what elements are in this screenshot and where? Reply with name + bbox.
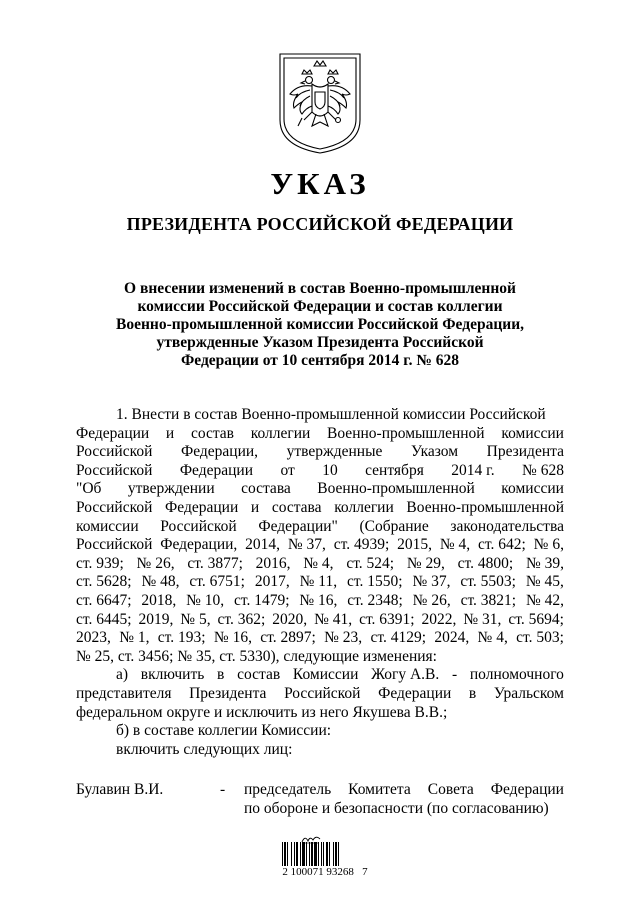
- word: Федерации,: [180, 443, 259, 461]
- word: Федерации,: [160, 536, 238, 554]
- word: Федерации: [165, 498, 239, 516]
- word: законодательства: [450, 517, 564, 535]
- word: № 26,: [412, 591, 451, 609]
- text-line: [76, 629, 564, 648]
- text-line: 1. Внести в состав Военно-промышленной комиссии Российской: [116, 406, 546, 423]
- word: Российской: [76, 498, 153, 516]
- word: ст. 4129;: [370, 629, 427, 647]
- word: состава: [241, 480, 291, 498]
- word: № 16,: [213, 629, 252, 647]
- word: Федерации: [179, 461, 254, 479]
- word: ст. 2897;: [260, 629, 316, 647]
- word: ст. 1479;: [234, 591, 290, 609]
- word: № 23,: [324, 629, 363, 647]
- word: 2022,: [421, 610, 457, 628]
- barcode-bar: [323, 842, 324, 866]
- word: комиссии: [76, 517, 139, 535]
- word: ст. 4800;: [457, 554, 514, 572]
- coat-of-arms-emblem: [276, 50, 364, 156]
- word: "Об: [76, 480, 102, 498]
- word: № 10,: [186, 591, 225, 609]
- word: состав: [190, 424, 234, 442]
- text-line: [76, 685, 564, 704]
- word: 2023,: [76, 629, 111, 647]
- word: 2014,: [245, 536, 281, 554]
- text-line: [76, 592, 564, 611]
- word: № 39,: [525, 554, 564, 572]
- word: Военно-промышленной: [317, 480, 475, 498]
- barcode-bar: [333, 842, 334, 866]
- word: ст. 3821;: [460, 591, 517, 609]
- paragraph-item-a: [76, 666, 564, 722]
- barcode: [282, 842, 366, 866]
- barcode-bar: [335, 842, 337, 866]
- text-line: № 25, ст. 3456; № 35, ст. 5330), следующие изменения:: [76, 647, 437, 665]
- word: 2024,: [434, 629, 470, 647]
- word: 2014 г.: [451, 461, 495, 479]
- word: (Собрание: [359, 517, 429, 535]
- word: ст. 5694;: [508, 610, 564, 628]
- word: 2015,: [397, 536, 433, 554]
- word: и: [165, 424, 175, 442]
- word: комиссии: [501, 424, 564, 442]
- text-line: [76, 499, 564, 518]
- barcode-bar: [302, 842, 305, 866]
- word: Уральском: [493, 684, 564, 702]
- word: Комиссии: [292, 666, 359, 684]
- word: Российской: [76, 536, 153, 554]
- word: ст. 1550;: [347, 573, 403, 591]
- word: № 16,: [299, 591, 338, 609]
- word: ст. 5628;: [76, 573, 132, 591]
- document-issuer: ПРЕЗИДЕНТА РОССИЙСКОЙ ФЕДЕРАЦИИ: [126, 214, 514, 234]
- document-subject: [60, 280, 580, 370]
- word: состава: [271, 498, 322, 516]
- word: 2020,: [272, 610, 308, 628]
- word: Указом: [410, 443, 459, 461]
- word: Федерации: [76, 424, 150, 442]
- word: № 45,: [525, 573, 564, 591]
- text-line: [244, 780, 564, 799]
- word: представителя: [76, 684, 172, 702]
- word: Российской: [76, 443, 153, 461]
- subject-line: О внесении изменений в состав Военно-промышленной: [124, 280, 516, 297]
- word: и: [250, 498, 260, 516]
- word: -: [451, 666, 458, 684]
- word: в: [468, 684, 477, 702]
- word: Российской: [76, 461, 153, 479]
- word: ст. 642;: [478, 536, 526, 554]
- word: коллегии: [334, 498, 394, 516]
- barcode-bar: [338, 842, 339, 866]
- member-dash: -: [220, 781, 226, 798]
- member-name: Булавин В.И.: [76, 781, 164, 798]
- word: ст. 193;: [157, 629, 206, 647]
- word: ст. 2348;: [347, 591, 403, 609]
- word: а): [116, 666, 129, 684]
- text-line: по обороне и безопасности (по согласованию): [244, 800, 549, 817]
- word: утверждении: [127, 480, 215, 498]
- word: № 4,: [439, 536, 471, 554]
- text-line: [76, 518, 564, 537]
- document-title: УКАЗ: [270, 166, 370, 201]
- word: № 31,: [463, 610, 502, 628]
- word: ст. 362;: [217, 610, 266, 628]
- text-line: [76, 536, 564, 555]
- paragraph-include-persons: включить следующих лиц:: [116, 740, 293, 758]
- word: утвержденные: [286, 443, 383, 461]
- word: ст. 6391;: [359, 610, 415, 628]
- word: № 37,: [287, 536, 326, 554]
- word: Жогу А.В.: [371, 666, 440, 684]
- word: сентября: [365, 461, 424, 479]
- barcode-bar: [291, 842, 292, 866]
- word: ст. 6445;: [76, 610, 132, 628]
- word: № 48,: [141, 573, 180, 591]
- barcode-bar: [321, 842, 322, 866]
- text-line: [76, 555, 564, 574]
- barcode-bar: [294, 842, 295, 866]
- word: ст. 5503;: [460, 573, 516, 591]
- word: № 6,: [533, 536, 564, 554]
- barcode-bar: [309, 842, 310, 866]
- barcode-bar: [296, 842, 298, 866]
- subject-line: Военно-промышленной комиссии Российской Федерации,: [115, 316, 524, 333]
- word: ст. 503;: [516, 629, 564, 647]
- word: Президента: [189, 684, 267, 702]
- word: № 4,: [477, 629, 508, 647]
- word: 2017,: [254, 573, 290, 591]
- word: Военно-промышленной: [327, 424, 485, 442]
- text-line: [76, 611, 564, 630]
- word: № 5,: [180, 610, 211, 628]
- word: Федерации: [378, 684, 452, 702]
- word: включить: [140, 666, 205, 684]
- word: Федерации: [490, 781, 564, 798]
- word: № 42,: [525, 591, 564, 609]
- document-body: [76, 406, 564, 759]
- paragraph-item-1: [76, 406, 564, 666]
- word: № 1,: [119, 629, 150, 647]
- barcode-bar: [318, 842, 319, 866]
- word: 2019,: [138, 610, 174, 628]
- barcode-bar: [326, 842, 328, 866]
- member-position: [244, 780, 564, 818]
- subject-line: Федерации от 10 сентября 2014 г. № 628: [180, 352, 460, 369]
- word: Президента: [486, 443, 564, 461]
- text-line: [76, 480, 564, 499]
- barcode-bar: [300, 842, 301, 866]
- text-line: [76, 462, 564, 481]
- word: № 37,: [412, 573, 451, 591]
- barcode-bar: [282, 842, 283, 866]
- subject-line: комиссии Российской Федерации и состав коллегии: [137, 298, 503, 315]
- word: 10: [322, 461, 338, 479]
- text-line: [76, 425, 564, 444]
- barcode-bar: [306, 842, 307, 866]
- word: ст. 939;: [76, 554, 124, 572]
- word: Совета: [427, 781, 474, 798]
- word: в: [217, 666, 225, 684]
- word: 2016,: [255, 554, 291, 572]
- word: комиссии: [501, 480, 564, 498]
- word: Российской: [160, 517, 237, 535]
- word: Федерации": [258, 517, 338, 535]
- word: ст. 3877;: [187, 554, 243, 572]
- barcode-number: 2 100071 93268 7: [282, 866, 368, 878]
- paragraph-item-b: б) в составе коллегии Комиссии:: [116, 722, 332, 740]
- word: № 11,: [299, 573, 338, 591]
- word: № 26,: [136, 554, 175, 572]
- barcode-bar: [311, 842, 313, 866]
- word: Военно-промышленной: [406, 498, 564, 516]
- barcode-bar: [329, 842, 330, 866]
- barcode-bar: [287, 842, 288, 866]
- word: ст. 6751;: [189, 573, 245, 591]
- word: состав: [237, 666, 281, 684]
- word: ст. 524;: [346, 554, 395, 572]
- text-line: [76, 443, 564, 462]
- text-line: федеральном округе и исключить из него Якушева В.В.;: [76, 703, 448, 721]
- word: председатель: [244, 781, 332, 798]
- word: от: [280, 461, 295, 479]
- subject-line: утвержденные Указом Президента Российской: [156, 334, 484, 351]
- word: № 29,: [406, 554, 445, 572]
- word: 2018,: [141, 591, 177, 609]
- text-line: [76, 573, 564, 592]
- word: полномочного: [469, 666, 564, 684]
- word: Комитета: [348, 781, 411, 798]
- word: ст. 6647;: [76, 591, 132, 609]
- word: ст. 4939;: [333, 536, 390, 554]
- barcode-bar: [314, 842, 317, 866]
- word: № 41,: [314, 610, 353, 628]
- word: № 4,: [303, 554, 334, 572]
- text-line: [76, 666, 564, 685]
- word: № 628: [522, 461, 564, 479]
- word: Российской: [284, 684, 361, 702]
- barcode-icon: [282, 842, 366, 866]
- barcode-bar: [284, 842, 286, 866]
- russian-coat-of-arms-icon: [276, 50, 364, 156]
- word: коллегии: [250, 424, 311, 442]
